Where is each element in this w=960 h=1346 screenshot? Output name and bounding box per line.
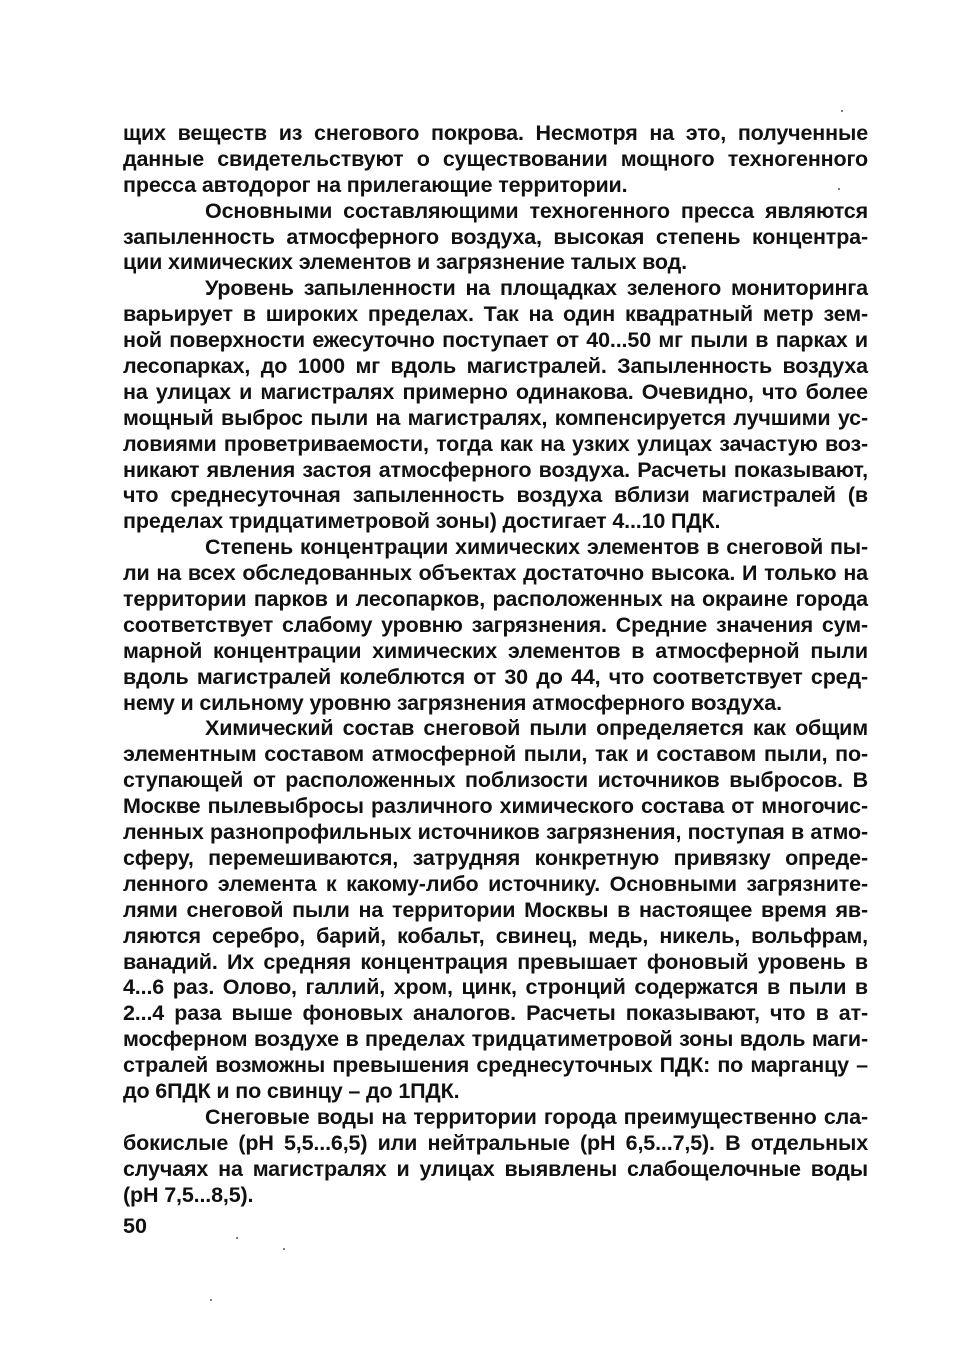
text-line: Основными составляющими техногенного пресса являются <box>205 198 868 223</box>
text-line: ступающей от расположенных поблизости источников выбросов. В <box>123 768 868 793</box>
text-line: сферу, перемешиваются, затрудняя конкретную привязку опреде- <box>123 845 868 870</box>
text-line: ленных разнопрофильных источников загрязнения, поступая в атмо- <box>123 820 868 845</box>
text-line: мощный выброс пыли на магистралях, компенсируется лучшими ус- <box>123 405 868 430</box>
text-line: лесопарках, до 1000 мг вдоль магистралей. Запыленность воздуха <box>123 354 868 379</box>
paragraph <box>123 716 868 1104</box>
body-text <box>123 121 868 1208</box>
text-line: стралей возможны превышения среднесуточных ПДК: по марганцу – <box>123 1053 868 1078</box>
scan-speck <box>838 188 840 190</box>
scan-speck <box>236 1237 238 1239</box>
paragraph <box>123 535 868 716</box>
text-line: до 6ПДК и по свинцу – до 1ПДК. <box>123 1078 460 1103</box>
text-line: соответствует слабому уровню загрязнения. Средние значения сум- <box>123 612 868 637</box>
text-line: ции химических элементов и загрязнение талых вод. <box>123 250 687 275</box>
text-line: случаях на магистралях и улицах выявлены слабощелочные воды <box>123 1156 868 1181</box>
text-line: вдоль магистралей колеблются от 30 до 44, что соответствует сред- <box>123 664 868 689</box>
text-line: нему и сильному уровню загрязнения атмосферного воздуха. <box>123 690 782 715</box>
scan-speck <box>210 1299 212 1301</box>
text-line: 2...4 раза выше фоновых аналогов. Расчеты показывают, что в ат- <box>123 1001 868 1026</box>
text-line: марной концентрации химических элементов в атмосферной пыли <box>123 638 868 663</box>
text-line: Москве пылевыбросы различного химического состава от многочис- <box>123 794 868 819</box>
text-line: никают явления застоя атмосферного воздуха. Расчеты показывают, <box>123 457 868 482</box>
text-line: Уровень запыленности на площадках зеленого мониторинга <box>205 276 868 301</box>
scan-speck <box>283 1248 285 1250</box>
text-line: пресса автодорог на прилегающие территории. <box>123 172 628 197</box>
text-line: щих веществ из снегового покрова. Несмотря на это, полученные <box>123 121 868 145</box>
text-line: бокислые (pH 5,5...6,5) или нейтральные (pH 6,5...7,5). В отдельных <box>123 1130 868 1155</box>
text-line: мосферном воздухе в пределах тридцатиметровой зоны вдоль маги- <box>123 1027 868 1052</box>
text-line: территории парков и лесопарков, расположенных на окраине города <box>123 587 868 612</box>
scan-speck <box>841 110 843 112</box>
page-number: 50 <box>123 1214 147 1238</box>
text-line: элементным составом атмосферной пыли, так и составом пыли, по- <box>123 742 868 767</box>
text-line: Степень концентрации химических элементов в снеговой пы- <box>205 535 868 560</box>
text-line: ванадий. Их средняя концентрация превышает фоновый уровень в <box>123 949 868 974</box>
text-line: ленного элемента к какому-либо источнику. Основными загрязните- <box>123 871 868 896</box>
text-line: пределах тридцатиметровой зоны) достигает 4...10 ПДК. <box>123 509 721 534</box>
text-line: ловиями проветриваемости, тогда как на узких улицах зачастую воз- <box>123 431 868 456</box>
text-line: Снеговые воды на территории города преимущественно сла- <box>205 1104 868 1129</box>
text-line: варьирует в широких пределах. Так на один квадратный метр зем- <box>123 302 868 327</box>
text-line: Химический состав снеговой пыли определяется как общим <box>205 716 868 741</box>
text-line: ляются серебро, барий, кобальт, свинец, медь, никель, вольфрам, <box>123 923 868 948</box>
paragraph <box>123 1105 868 1209</box>
text-line: данные свидетельствуют о существовании мощного техногенного <box>123 146 868 171</box>
text-line: ной поверхности ежесуточно поступает от 40...50 мг пыли в парках и <box>123 328 868 353</box>
paragraph <box>123 199 868 277</box>
text-line: что среднесуточная запыленность воздуха вблизи магистралей (в <box>123 483 868 508</box>
text-line: ли на всех обследованных объектах достаточно высока. И только на <box>123 561 868 586</box>
paragraph <box>123 121 868 199</box>
paragraph <box>123 276 868 535</box>
text-line: на улицах и магистралях примерно одинакова. Очевидно, что более <box>123 379 868 404</box>
text-line: (pH 7,5...8,5). <box>123 1182 254 1207</box>
text-line: 4...6 раз. Олово, галлий, хром, цинк, стронций содержатся в пыли в <box>123 975 868 1000</box>
text-line: лями снеговой пыли на территории Москвы в настоящее время яв- <box>123 897 868 922</box>
text-line: запыленность атмосферного воздуха, высокая степень концентра- <box>123 224 868 249</box>
